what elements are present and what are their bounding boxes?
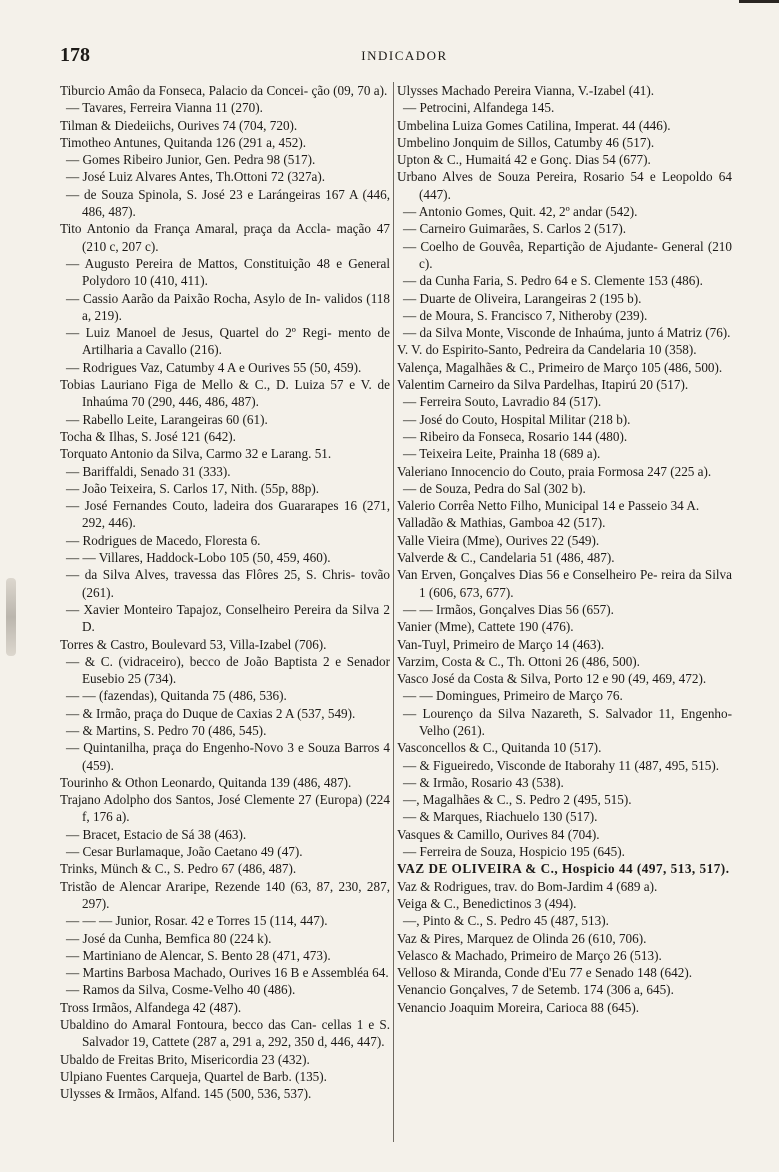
- right-column: [397, 82, 732, 1016]
- directory-entry: Vasconcellos & C., Quitanda 10 (517).: [397, 740, 602, 756]
- directory-entry: — Augusto Pereira de Mattos, Constituição 48 e General Polydoro 10 (410, 411).: [66, 255, 390, 289]
- directory-entry: — João Teixeira, S. Carlos 17, Nith. (55p, 88p).: [66, 480, 320, 496]
- directory-entry: Timotheo Antunes, Quitanda 126 (291 a, 452).: [60, 134, 307, 150]
- directory-entry: Vaz & Rodrigues, trav. do Bom-Jardim 4 (689 a).: [397, 878, 658, 894]
- directory-entry: — Ferreira Souto, Lavradio 84 (517).: [403, 394, 602, 410]
- directory-entry: — & Irmão, praça do Duque de Caxias 2 A (537, 549).: [66, 705, 356, 721]
- directory-entry: Torquato Antonio da Silva, Carmo 32 e Larang. 51.: [60, 446, 332, 462]
- directory-entry: — Xavier Monteiro Tapajoz, Conselheiro Pereira da Silva 2 D.: [66, 601, 390, 635]
- directory-entry: — & Irmão, Rosario 43 (538).: [403, 774, 564, 790]
- directory-entry: — — Domingues, Primeiro de Março 76.: [403, 688, 623, 704]
- directory-entry: Upton & C., Humaitá 42 e Gonç. Dias 54 (677).: [397, 152, 651, 168]
- directory-entry: — — (fazendas), Quitanda 75 (486, 536).: [66, 688, 287, 704]
- directory-entry: — José Luiz Alvares Antes, Th.Ottoni 72 (327a).: [66, 169, 326, 185]
- directory-entry: — Duarte de Oliveira, Larangeiras 2 (195 b).: [403, 290, 642, 306]
- directory-entry: — Cesar Burlamaque, João Caetano 49 (47).: [66, 844, 303, 860]
- directory-entry: — José do Couto, Hospital Militar (218 b).: [403, 411, 631, 427]
- directory-entry: V. V. do Espirito-Santo, Pedreira da Candelaria 10 (358).: [397, 342, 697, 358]
- directory-entry: Trinks, Münch & C., S. Pedro 67 (486, 487).: [60, 861, 297, 877]
- directory-entry: Tross Irmãos, Alfandega 42 (487).: [60, 999, 242, 1015]
- directory-entry: — Gomes Ribeiro Junior, Gen. Pedra 98 (517).: [66, 152, 316, 168]
- directory-entry: Ubaldo de Freitas Brito, Misericordia 23 (432).: [60, 1051, 310, 1067]
- directory-entry: — Ferreira de Souza, Hospicio 195 (645).: [403, 844, 625, 860]
- directory-entry: — Carneiro Guimarães, S. Carlos 2 (517).: [403, 221, 627, 237]
- directory-entry: — Ramos da Silva, Cosme-Velho 40 (486).: [66, 982, 296, 998]
- directory-entry: Valverde & C., Candelaria 51 (486, 487).: [397, 550, 615, 566]
- directory-entry: — Bracet, Estacio de Sá 38 (463).: [66, 826, 247, 842]
- directory-entry: Tiburcio Amâo da Fonseca, Palacio da Concei- ção (09, 70 a).: [60, 83, 388, 98]
- left-column: [60, 82, 390, 1103]
- directory-entry: —, Pinto & C., S. Pedro 45 (487, 513).: [403, 913, 609, 929]
- binding-smudge: [6, 578, 16, 656]
- directory-entry: — Rodrigues de Macedo, Floresta 6.: [66, 532, 261, 548]
- directory-entry: Vasco José da Costa & Silva, Porto 12 e 90 (49, 469, 472).: [397, 671, 707, 687]
- column-divider: [393, 82, 394, 1142]
- directory-entry: — Bariffaldi, Senado 31 (333).: [66, 463, 231, 479]
- directory-entry: Varzim, Costa & C., Th. Ottoni 26 (486, 500).: [397, 653, 640, 669]
- directory-entry: — Coelho de Gouvêa, Repartição de Ajudante- General (210 c).: [403, 238, 732, 271]
- directory-entry: — & Martins, S. Pedro 70 (486, 545).: [66, 722, 267, 738]
- directory-entry: VAZ DE OLIVEIRA & C., Hospicio 44 (497, 513, 517).: [397, 861, 730, 877]
- directory-entry: Trajano Adolpho dos Santos, José Clemente 27 (Europa) (224 f, 176 a).: [60, 792, 390, 825]
- directory-entry: Veiga & C., Benedictinos 3 (494).: [397, 895, 577, 911]
- directory-entry: — Antonio Gomes, Quit. 42, 2º andar (542).: [403, 204, 638, 220]
- directory-entry: Ulysses & Irmãos, Alfand. 145 (500, 536, 537).: [60, 1086, 312, 1102]
- directory-entry: — Luiz Manoel de Jesus, Quartel do 2º Regi- mento de Artilharia a Cavallo (216).: [66, 325, 390, 358]
- directory-entry: Velasco & Machado, Primeiro de Março 26 (513).: [397, 947, 662, 963]
- directory-entry: — Martiniano de Alencar, S. Bento 28 (471, 473).: [66, 947, 331, 963]
- directory-entry: Venancio Gonçalves, 7 de Setemb. 174 (306 a, 645).: [397, 982, 674, 998]
- directory-entry: Vasques & Camillo, Ourives 84 (704).: [397, 826, 600, 842]
- directory-entry: Umbelino Jonquim de Sillos, Catumby 46 (517).: [397, 134, 655, 150]
- directory-entry: — Petrocini, Alfandega 145.: [403, 100, 555, 116]
- directory-entry: — de Moura, S. Francisco 7, Nitheroby (239).: [403, 307, 648, 323]
- directory-entry: Valença, Magalhães & C., Primeiro de Março 105 (486, 500).: [397, 359, 723, 375]
- directory-entry: — José da Cunha, Bemfica 80 (224 k).: [66, 930, 272, 946]
- directory-entry: Valeriano Innocencio do Couto, praia Formosa 247 (225 a).: [397, 463, 712, 479]
- directory-entry: — Teixeira Leite, Prainha 18 (689 a).: [403, 446, 601, 462]
- directory-entry: Vaz & Pires, Marquez de Olinda 26 (610, 706).: [397, 930, 647, 946]
- directory-entry: Tito Antonio da França Amaral, praça da Accla- mação 47 (210 c, 207 c).: [60, 221, 390, 254]
- directory-entry: —, Magalhães & C., S. Pedro 2 (495, 515).: [403, 792, 632, 808]
- directory-entry: — — Irmãos, Gonçalves Dias 56 (657).: [403, 601, 614, 617]
- directory-entry: — Rabello Leite, Larangeiras 60 (61).: [66, 411, 268, 427]
- directory-entry: Ubaldino do Amaral Fontoura, becco das Can- cellas 1 e S. Salvador 19, Cattete (287 a, 291 a, 292, 350 d, 446, 447).: [60, 1017, 390, 1050]
- directory-entry: Vanier (Mme), Cattete 190 (476).: [397, 619, 574, 635]
- directory-entry: — & C. (vidraceiro), becco de João Baptista 2 e Senador Eusebio 25 (734).: [66, 653, 390, 687]
- directory-entry: — da Silva Alves, travessa das Flôres 25, S. Chris- tovão (261).: [66, 567, 390, 600]
- directory-entry: — Lourenço da Silva Nazareth, S. Salvador 11, Engenho-Velho (261).: [403, 705, 732, 738]
- directory-entry: Tilman & Diedeiichs, Ourives 74 (704, 720).: [60, 117, 298, 133]
- directory-entry: — Tavares, Ferreira Vianna 11 (270).: [66, 100, 263, 116]
- directory-entry: Valentim Carneiro da Silva Pardelhas, Itapirú 20 (517).: [397, 377, 689, 393]
- directory-entry: Ulysses Machado Pereira Vianna, V.-Izabel (41).: [397, 83, 655, 98]
- directory-entry: — de Souza Spinola, S. José 23 e Larángeiras 167 A (446, 486, 487).: [66, 186, 390, 220]
- directory-entry: Valerio Corrêa Netto Filho, Municipal 14 e Passeio 34 A.: [397, 498, 700, 514]
- directory-entry: Tobias Lauriano Figa de Mello & C., D. Luiza 57 e V. de Inhaúma 70 (290, 446, 486, 487).: [60, 377, 390, 410]
- directory-entry: Van-Tuyl, Primeiro de Março 14 (463).: [397, 636, 605, 652]
- directory-entry: Umbelina Luiza Gomes Catilina, Imperat. 44 (446).: [397, 117, 671, 133]
- page-corner-mark: [739, 0, 779, 3]
- directory-entry: Van Erven, Gonçalves Dias 56 e Conselheiro Pe- reira da Silva 1 (606, 673, 677).: [397, 567, 732, 600]
- directory-entry: — Cassio Aarão da Paixão Rocha, Asylo de In- validos (118 a, 219).: [66, 290, 390, 323]
- directory-entry: Valladão & Mathias, Gamboa 42 (517).: [397, 515, 606, 531]
- page-number: 178: [60, 44, 90, 66]
- directory-entry: — de Souza, Pedra do Sal (302 b).: [403, 480, 586, 496]
- directory-entry: — da Silva Monte, Visconde de Inhaúma, junto á Matriz (76).: [403, 325, 731, 341]
- directory-entry: — — Villares, Haddock-Lobo 105 (50, 459, 460).: [66, 550, 331, 566]
- directory-entry: — Quintanilha, praça do Engenho-Novo 3 e Souza Barros 4 (459).: [66, 740, 390, 773]
- directory-entry: Velloso & Miranda, Conde d'Eu 77 e Senado 148 (642).: [397, 965, 693, 981]
- directory-entry: Ulpiano Fuentes Carqueja, Quartel de Barb. (135).: [60, 1068, 327, 1084]
- directory-entry: — Martins Barbosa Machado, Ourives 16 B e Assembléa 64.: [66, 965, 389, 981]
- directory-entry: — Rodrigues Vaz, Catumby 4 A e Ourives 55 (50, 459).: [66, 359, 362, 375]
- directory-entry: Torres & Castro, Boulevard 53, Villa-Izabel (706).: [60, 636, 327, 652]
- running-head: INDICADOR: [361, 48, 448, 63]
- directory-entry: Tourinho & Othon Leonardo, Quitanda 139 (486, 487).: [60, 774, 352, 790]
- directory-entry: — & Figueiredo, Visconde de Itaborahy 11 (487, 495, 515).: [403, 757, 720, 773]
- page-header: [60, 44, 749, 68]
- directory-entry: — & Marques, Riachuelo 130 (517).: [403, 809, 598, 825]
- directory-entry: Tocha & Ilhas, S. José 121 (642).: [60, 428, 236, 444]
- directory-entry: Tristão de Alencar Araripe, Rezende 140 (63, 87, 230, 287, 297).: [60, 878, 390, 911]
- directory-entry: — — — Junior, Rosar. 42 e Torres 15 (114, 447).: [66, 913, 328, 929]
- directory-entry: Valle Vieira (Mme), Ourives 22 (549).: [397, 532, 600, 548]
- directory-entry: — José Fernandes Couto, ladeira dos Guararapes 16 (271, 292, 446).: [66, 498, 390, 531]
- directory-entry: — Ribeiro da Fonseca, Rosario 144 (480).: [403, 428, 628, 444]
- directory-entry: Venancio Joaquim Moreira, Carioca 88 (645).: [397, 999, 640, 1015]
- directory-entry: Urbano Alves de Souza Pereira, Rosario 54 e Leopoldo 64 (447).: [397, 169, 732, 202]
- directory-entry: — da Cunha Faria, S. Pedro 64 e S. Clemente 153 (486).: [403, 273, 703, 289]
